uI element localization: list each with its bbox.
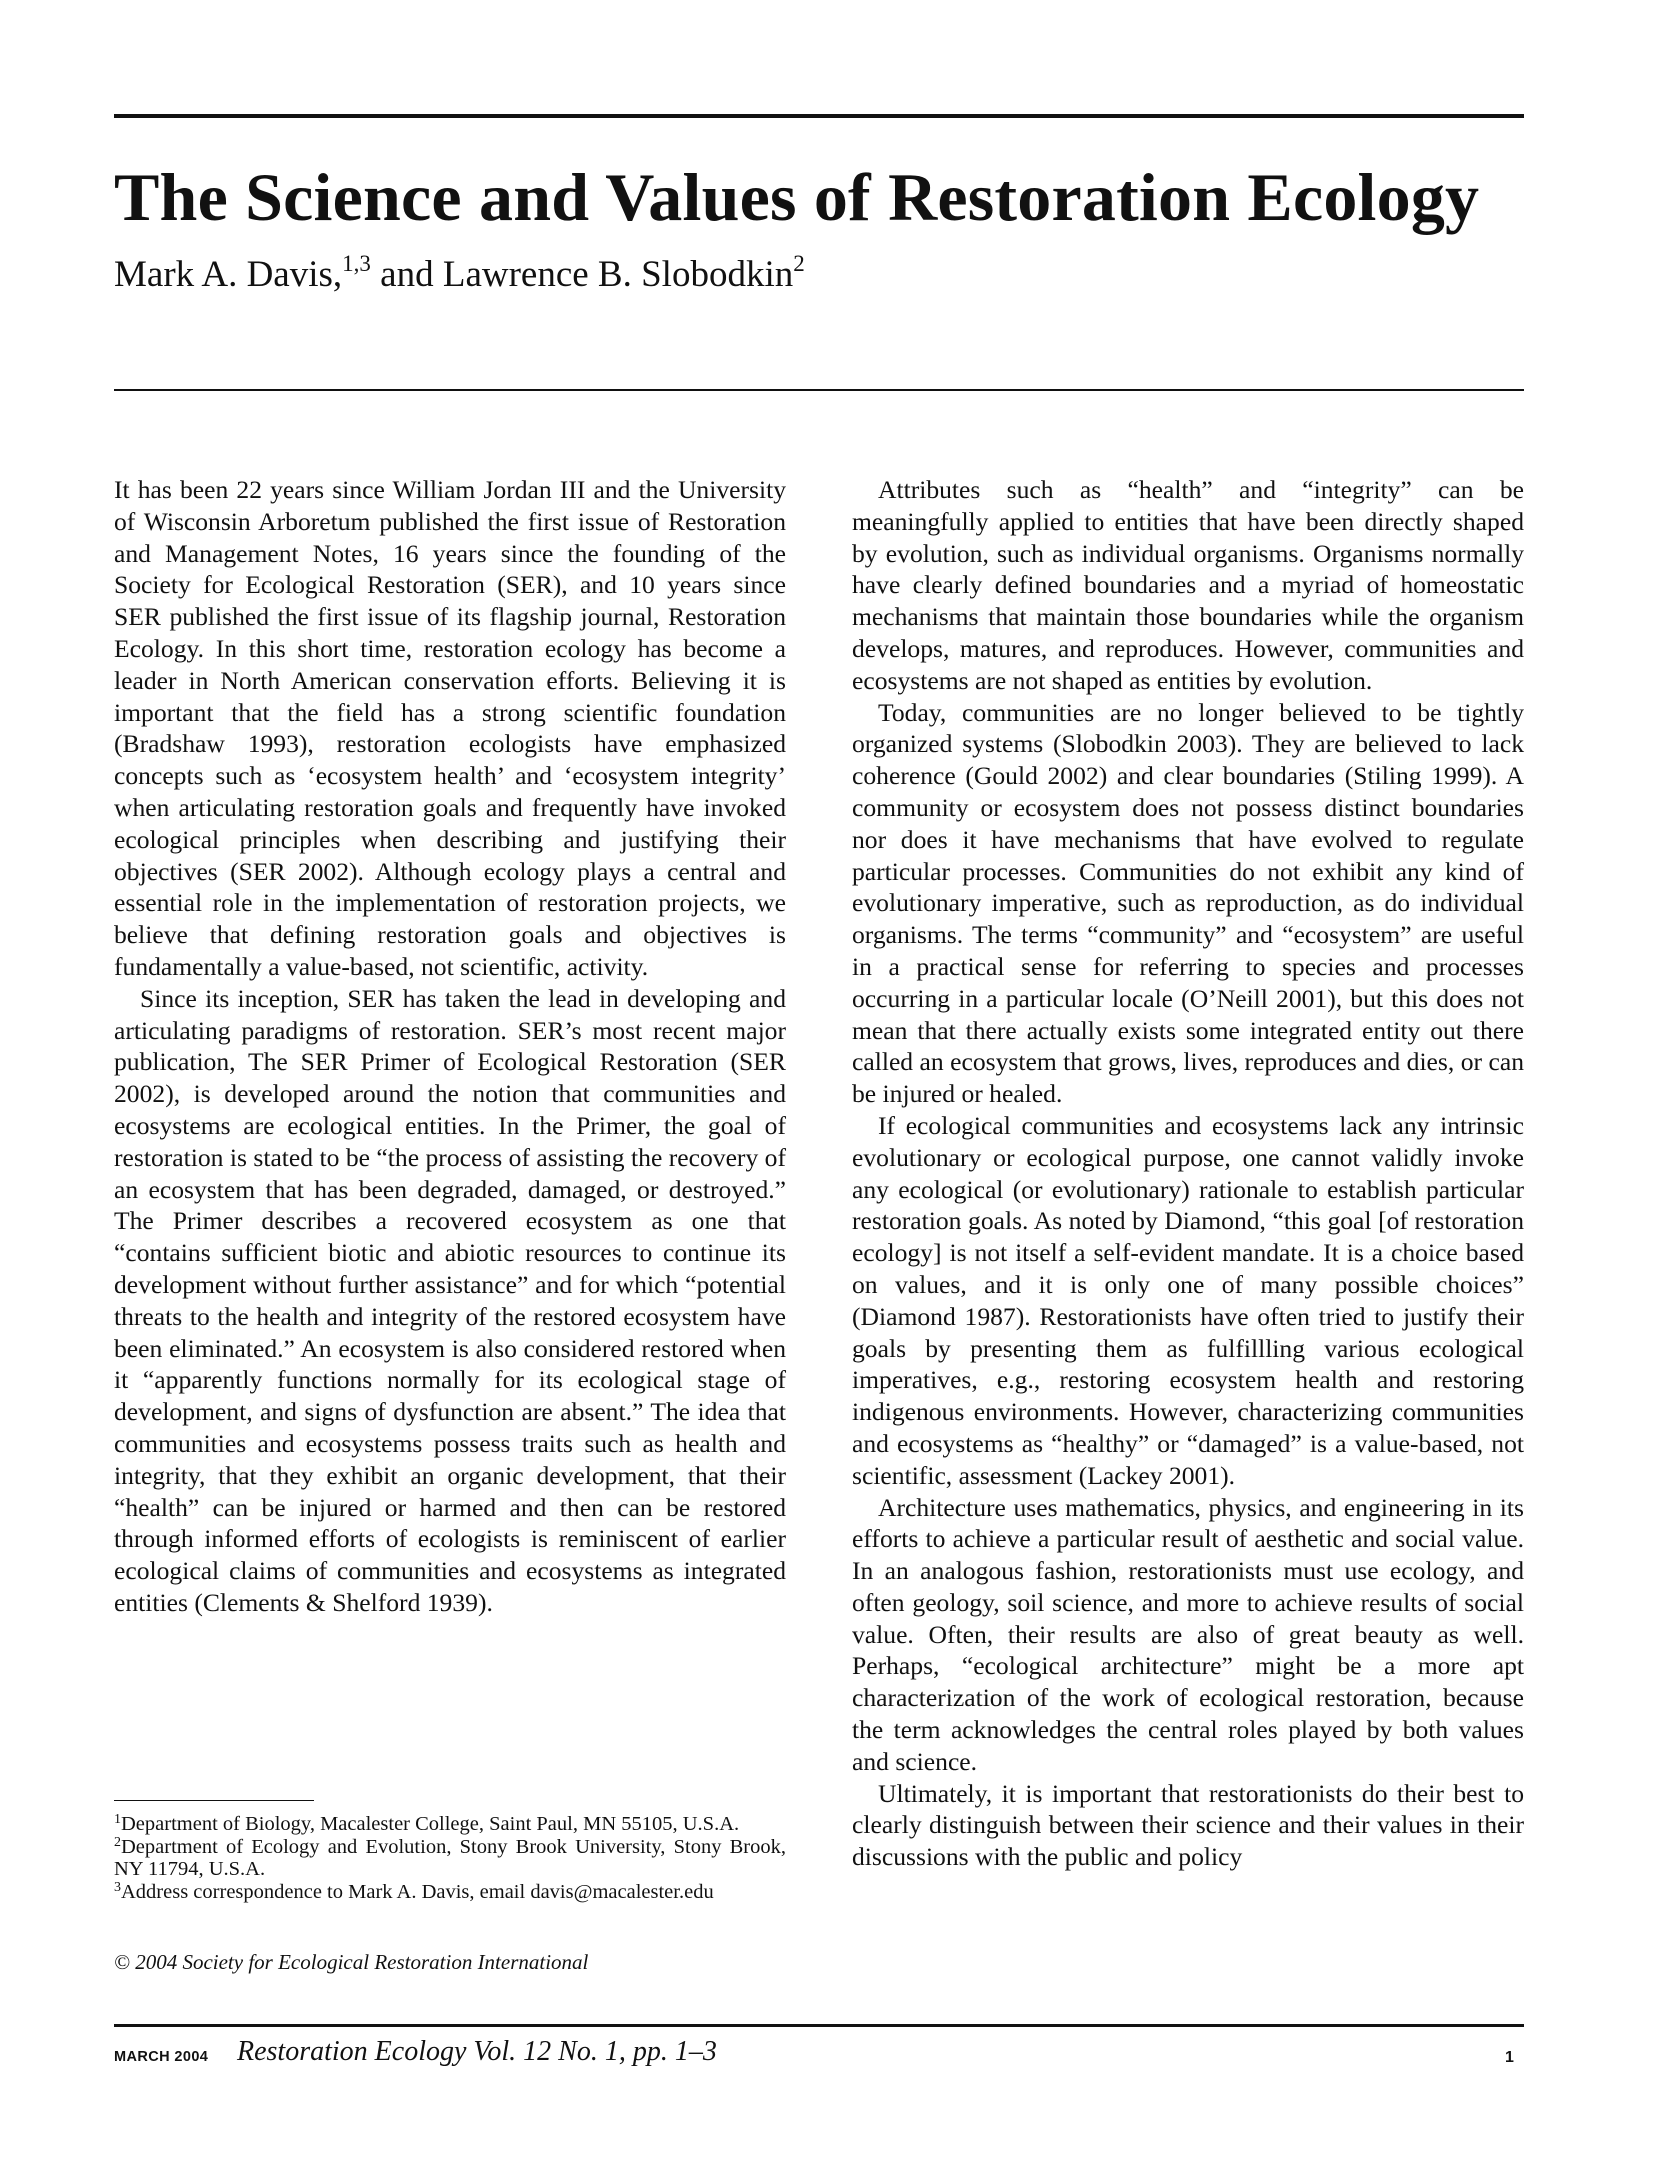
body-paragraph: Attributes such as “health” and “integrity” can be meaningfully applied to entities that have been directly shaped by evolution, such as individual organisms. Organisms normally have clearly defined boundaries and a myriad of homeostatic mechanisms that maintain those boundaries while the organism develops, matures, and reproduces. However, communities and ecosystems are not shaped as entities by evolution. xyxy=(852,475,1524,695)
body-paragraph: If ecological communities and ecosystems lack any intrinsic evolutionary or ecological purpose, one cannot validly invoke any ecological (or evolutionary) rationale to establish particular restoration goals. As noted by Diamond, “this goal [of restoration ecology] is not itself a self-evident mandate. It is a choice based on values, and it is only one of many possible choices” (Diamond 1987). Restorationists have often tried to justify their goals by presenting them as fulfillling various ecological imperatives, e.g., restoring ecosystem health and restoring indigenous environments. However, characterizing communities and ecosystems as “healthy” or “damaged” is a value-based, not scientific, assessment (Lackey 2001). xyxy=(852,1110,1524,1490)
left-column xyxy=(114,474,786,1619)
author-name: Mark A. Davis, xyxy=(114,254,343,295)
footnote-text: Department of Biology, Macalester College, Saint Paul, MN 55105, U.S.A. xyxy=(121,1813,740,1835)
journal-citation: Restoration Ecology Vol. 12 No. 1, pp. 1–3 xyxy=(237,2036,717,2067)
body-paragraph: Since its inception, SER has taken the lead in developing and articulating paradigms of restoration. SER’s most recent major publication, The SER Primer of Ecological Restoration (SER 2002), is developed around the notion that communities and ecosystems are ecological entities. In the Primer, the goal of restoration is stated to be “the process of assisting the recovery of an ecosystem that has been degraded, damaged, or destroyed.” The Primer describes a recovered ecosystem as one that “contains sufficient biotic and abiotic resources to continue its development without further assistance” and for which “potential threats to the health and integrity of the restored ecosystem have been eliminated.” An ecosystem is also considered restored when it “apparently functions normally for its ecological stage of development, and signs of dysfunction are absent.” The idea that communities and ecosystems possess traits such as health and integrity, that they exhibit an organic development, that their “health” can be injured or harmed and then can be restored through informed efforts of ecologists is reminiscent of earlier ecological claims of communities and ecosystems as integrated entities (Clements & Shelford 1939). xyxy=(114,983,786,1617)
author-conjunction: and xyxy=(370,254,443,295)
copyright-notice: © 2004 Society for Ecological Restoration International xyxy=(114,1950,589,1974)
author-line xyxy=(114,253,805,297)
article-title: The Science and Values of Restoration Ecology xyxy=(114,159,1480,235)
footnote xyxy=(114,1881,786,1904)
body-paragraph: Today, communities are no longer believed to be tightly organized systems (Slobodkin 2003). They are believed to lack coherence (Gould 2002) and clear boundaries (Stiling 1999). A community or ecosystem does not possess distinct boundaries nor does it have mechanisms that have evolved to regulate particular processes. Communities do not exhibit any kind of evolutionary imperative, such as reproduction, as do individual organisms. The terms “community” and “ecosystem” are useful in a practical sense for referring to species and processes occurring in a particular locale (O’Neill 2001), but this does not mean that there actually exists some integrated entity out there called an ecosystem that grows, lives, reproduces and dies, or can be injured or healed. xyxy=(852,697,1524,1109)
author-affiliation-mark: 1,3 xyxy=(342,251,371,276)
body-paragraph: It has been 22 years since William Jordan III and the University of Wisconsin Arboretum published the first issue of Restoration and Management Notes, 16 years since the founding of the Society for Ecological Restoration (SER), and 10 years since SER published the first issue of its flagship journal, Restoration Ecology. In this short time, restoration ecology has become a leader in North American conservation efforts. Believing it is important that the field has a strong scientific foundation (Bradshaw 1993), restoration ecologists have emphasized concepts such as ‘ecosystem health’ and ‘ecosystem integrity’ when articulating restoration goals and frequently have invoked ecological principles when describing and justifying their objectives (SER 2002). Although ecology plays a central and essential role in the implementation of restoration projects, we believe that defining restoration goals and objectives is fundamentally a value-based, not scientific, activity. xyxy=(114,475,786,981)
right-column xyxy=(852,474,1524,1873)
footnote-mark: 2 xyxy=(114,1834,121,1850)
header-rule xyxy=(114,114,1524,118)
footnote-rule xyxy=(114,1800,314,1801)
author-name: Lawrence B. Slobodkin xyxy=(442,254,794,295)
footnote-text: Address correspondence to Mark A. Davis, email davis@macalester.edu xyxy=(121,1880,714,1903)
footnotes xyxy=(114,1813,786,1903)
footnote-mark: 3 xyxy=(114,1879,121,1895)
author-affiliation-mark: 2 xyxy=(793,251,805,276)
title-separator-rule xyxy=(114,389,1524,391)
footnote-text: Department of Ecology and Evolution, Stony Brook University, Stony Brook, NY 11794, U.S.A. xyxy=(114,1835,786,1880)
body-paragraph: Ultimately, it is important that restorationists do their best to clearly distinguish between their science and their values in their discussions with the public and policy xyxy=(852,1778,1524,1872)
footer-rule xyxy=(114,2024,1524,2027)
footnote xyxy=(114,1836,786,1881)
issue-date: MARCH 2004 xyxy=(114,2049,209,2065)
page-number: 1 xyxy=(1505,2049,1514,2066)
footnote xyxy=(114,1813,786,1836)
footnote-mark: 1 xyxy=(114,1812,121,1827)
body-paragraph: Architecture uses mathematics, physics, and engineering in its efforts to achieve a particular result of aesthetic and social value. In an analogous fashion, restorationists must use ecology, and often geology, soil science, and more to achieve results of social value. Often, their results are also of great beauty as well. Perhaps, “ecological architecture” might be a more apt characterization of the work of ecological restoration, because the term acknowledges the central roles played by both values and science. xyxy=(852,1492,1524,1776)
